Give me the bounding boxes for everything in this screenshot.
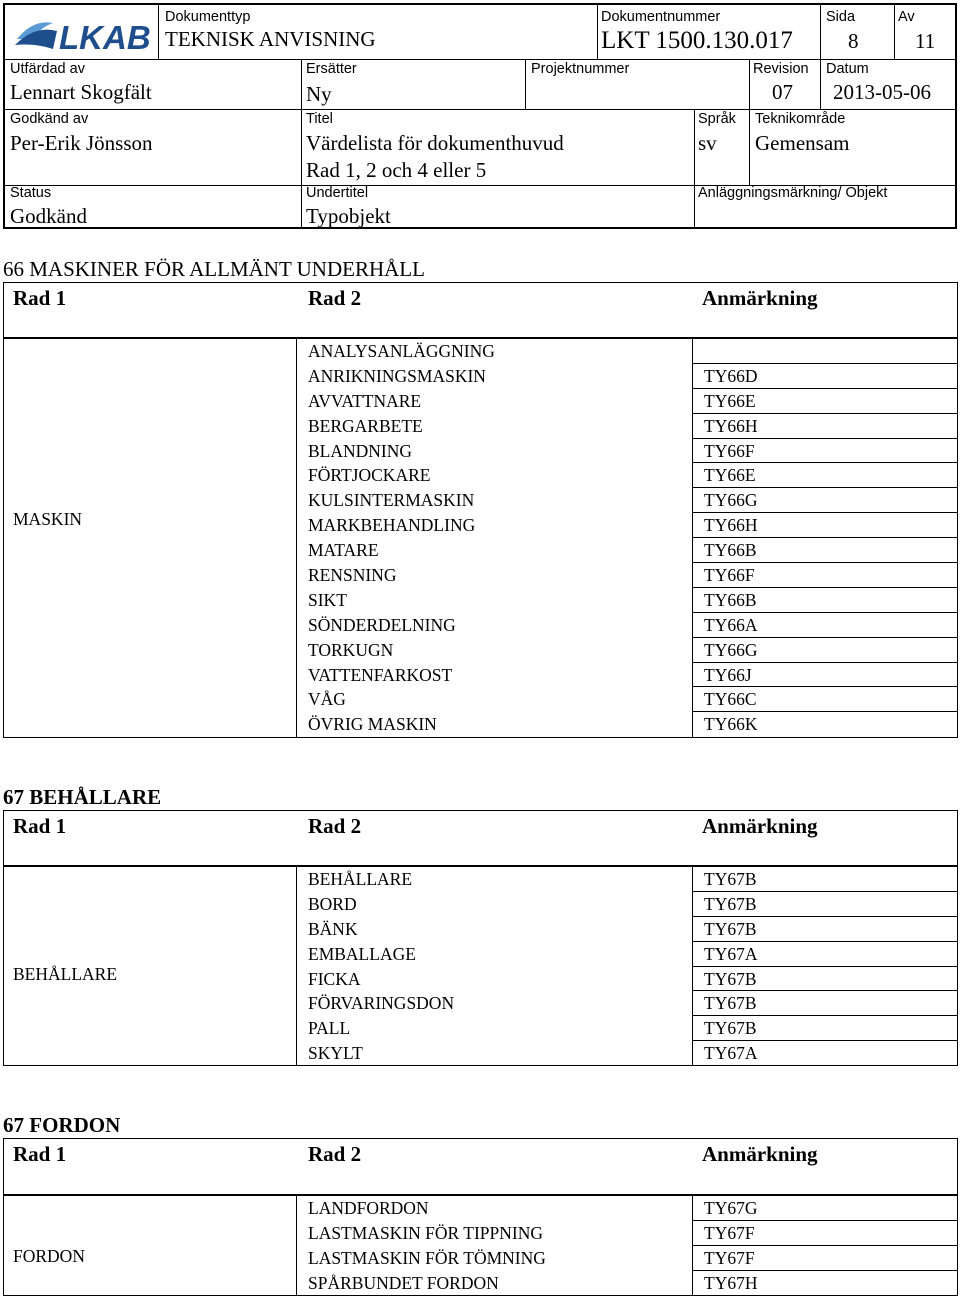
- code-list: [692, 339, 958, 737]
- code-item: TY67B: [692, 967, 958, 992]
- list-item: AVVATTNARE: [308, 390, 422, 411]
- code-item: TY66H: [692, 513, 958, 538]
- subtitle: Typobjekt: [306, 204, 391, 228]
- list-item: EMBALLAGE: [308, 943, 416, 964]
- list-item: ANRIKNINGSMASKIN: [308, 365, 486, 386]
- approved-by: Per-Erik Jönsson: [10, 131, 153, 155]
- code-item: TY66H: [692, 414, 958, 439]
- page-of-label: Av: [898, 9, 915, 25]
- column-rad1: Rad 1: [13, 1142, 67, 1166]
- code-item: TY66J: [692, 663, 958, 688]
- status: Godkänd: [10, 204, 87, 228]
- approved-by-label: Godkänd av: [10, 111, 89, 127]
- rad2-list: [308, 1196, 546, 1296]
- doc-type: TEKNISK ANVISNING: [165, 27, 376, 51]
- list-item: LASTMASKIN FÖR TÖMNING: [308, 1247, 546, 1268]
- code-item: TY66E: [692, 463, 958, 488]
- list-item: SKYLT: [308, 1043, 363, 1064]
- code-list: [692, 1196, 958, 1296]
- code-item: TY67F: [692, 1221, 958, 1246]
- page-number: 8: [848, 29, 859, 53]
- code-item: [692, 339, 958, 364]
- list-item: FÖRVARINGSDON: [308, 993, 455, 1014]
- project-label: Projektnummer: [531, 61, 630, 77]
- doc-number-label: Dokumentnummer: [601, 9, 721, 25]
- list-item: BEHÅLLARE: [308, 869, 413, 889]
- code-item: TY67B: [692, 917, 958, 942]
- document-header: [3, 3, 957, 229]
- column-rad1: Rad 1: [13, 814, 67, 838]
- list-item: RENSNING: [308, 565, 397, 586]
- revision: 07: [772, 80, 793, 104]
- section-table-67-fordon: [3, 1138, 958, 1296]
- column-note: Anmärkning: [702, 286, 818, 310]
- rad1-cell: [3, 338, 297, 738]
- section-title-67-behallare: 67 BEHÅLLARE: [3, 785, 162, 809]
- list-item: MATARE: [308, 540, 379, 561]
- code-item: TY66K: [704, 714, 758, 735]
- lkab-logo: [13, 13, 153, 57]
- code-item: TY67A: [692, 942, 958, 967]
- section-title-67-fordon: 67 FORDON: [3, 1113, 121, 1137]
- section-table-67-behallare: [3, 810, 958, 1066]
- replaces: Ny: [306, 82, 332, 106]
- code-item: TY67B: [692, 991, 958, 1016]
- code-item: TY66C: [692, 687, 958, 712]
- issued-by-label: Utfärdad av: [10, 61, 85, 77]
- replaces-label: Ersätter: [306, 61, 357, 77]
- list-item: BÄNK: [308, 918, 358, 939]
- title-label: Titel: [306, 111, 333, 127]
- list-item: MARKBEHANDLING: [308, 515, 476, 536]
- code-item: TY66B: [692, 588, 958, 613]
- code-item: TY66A: [692, 613, 958, 638]
- code-item: TY66B: [692, 538, 958, 563]
- doc-type-label: Dokumenttyp: [165, 9, 251, 25]
- code-item: TY66F: [692, 439, 958, 464]
- list-item: FÖRTJOCKARE: [308, 465, 431, 486]
- date-label: Datum: [826, 61, 869, 77]
- code-item: TY67B: [692, 1016, 958, 1041]
- code-item: TY66G: [692, 488, 958, 513]
- language: sv: [698, 131, 717, 155]
- code-list: [692, 867, 958, 1066]
- list-item: BERGARBETE: [308, 415, 423, 436]
- rad2-list: [308, 339, 495, 737]
- revision-label: Revision: [753, 61, 809, 77]
- section-title-66: 66 MASKINER FÖR ALLMÄNT UNDERHÅLL: [3, 257, 425, 281]
- column-rad2: Rad 2: [308, 1142, 362, 1166]
- page-count: 11: [915, 29, 936, 53]
- code-item: TY66D: [692, 364, 958, 389]
- list-item: SIKT: [308, 589, 347, 610]
- facility-label: Anläggningsmärkning/ Objekt: [698, 185, 888, 201]
- language-label: Språk: [698, 111, 736, 127]
- list-item: KULSINTERMASKIN: [308, 490, 475, 511]
- rad1-value: MASKIN: [13, 509, 83, 529]
- list-item: BORD: [308, 893, 357, 914]
- code-item: TY67H: [704, 1272, 758, 1293]
- title-line2: Rad 1, 2 och 4 eller 5: [306, 158, 487, 182]
- rad1-value: FORDON: [13, 1246, 85, 1266]
- rad2-list: [308, 867, 454, 1066]
- list-item: LANDFORDON: [308, 1198, 429, 1218]
- list-item: VÅG: [308, 689, 346, 710]
- doc-number: LKT 1500.130.017: [601, 27, 793, 54]
- column-rad1: Rad 1: [13, 286, 67, 310]
- tech-area: Gemensam: [755, 131, 850, 155]
- list-item: BLANDNING: [308, 440, 413, 461]
- rad1-value: BEHÅLLARE: [13, 964, 118, 984]
- tech-area-label: Teknikområde: [755, 111, 846, 127]
- code-item: TY67F: [692, 1246, 958, 1271]
- list-item: PALL: [308, 1018, 351, 1039]
- subtitle-label: Undertitel: [306, 185, 369, 201]
- logo-text: LKAB: [59, 19, 151, 56]
- list-item: LASTMASKIN FÖR TIPPNING: [308, 1222, 543, 1243]
- code-item: TY67B: [692, 892, 958, 917]
- issued-by: Lennart Skogfält: [10, 80, 152, 104]
- list-item: ÖVRIG MASKIN: [308, 714, 437, 735]
- column-rad2: Rad 2: [308, 286, 362, 310]
- status-label: Status: [10, 185, 52, 201]
- code-item: TY67G: [692, 1196, 958, 1221]
- list-item: VATTENFARKOST: [308, 664, 453, 685]
- page-label: Sida: [826, 9, 856, 25]
- section-table-66: [3, 282, 958, 738]
- code-item: TY66F: [692, 563, 958, 588]
- code-item: TY66G: [692, 638, 958, 663]
- list-item: ANALYSANLÄGGNING: [308, 341, 495, 361]
- column-rad2: Rad 2: [308, 814, 362, 838]
- code-item: TY67B: [692, 867, 958, 892]
- column-note: Anmärkning: [702, 814, 818, 838]
- code-item: TY66E: [692, 389, 958, 414]
- column-note: Anmärkning: [702, 1142, 818, 1166]
- list-item: SPÅRBUNDET FORDON: [308, 1272, 499, 1293]
- list-item: TORKUGN: [308, 639, 394, 660]
- list-item: FICKA: [308, 968, 361, 989]
- list-item: SÖNDERDELNING: [308, 614, 456, 635]
- date: 2013-05-06: [833, 80, 931, 104]
- title-line1: Värdelista för dokumenthuvud: [306, 131, 564, 155]
- code-item: TY67A: [704, 1043, 758, 1064]
